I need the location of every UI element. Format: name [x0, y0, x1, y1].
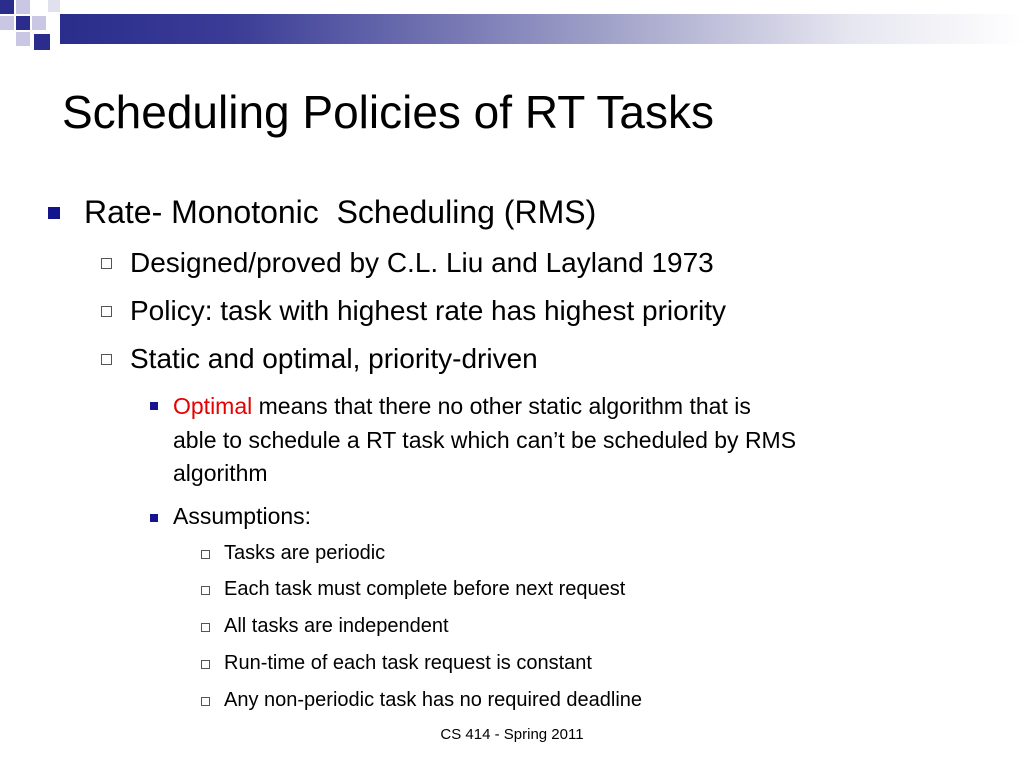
slide-footer — [0, 726, 1024, 743]
assumption-item: Run-time of each task request is constant — [224, 652, 592, 674]
optimal-highlight: Optimal — [173, 393, 253, 419]
optimal-line-3: algorithm — [173, 460, 268, 486]
deco-square-light-1 — [16, 0, 30, 14]
optimal-line-2: able to schedule a RT task which can’t be scheduled by RMS — [173, 427, 797, 453]
bullet-level1: Rate- Monotonic Scheduling (RMS) — [84, 194, 597, 230]
bullet-hollow-small-icon — [201, 697, 210, 706]
bullet-square-small-icon — [150, 402, 158, 410]
bullet-hollow-square-icon — [101, 354, 112, 365]
deco-square-dark-1 — [0, 0, 14, 14]
deco-square-light-2 — [0, 16, 14, 30]
deco-square-dark-3 — [34, 34, 50, 50]
bullet-hollow-square-icon — [101, 306, 112, 317]
bullet-hollow-small-icon — [201, 550, 210, 559]
bullet-hollow-small-icon — [201, 623, 210, 632]
deco-square-dark-2 — [16, 16, 30, 30]
bullet-hollow-small-icon — [201, 660, 210, 669]
deco-square-light-4 — [16, 32, 30, 46]
optimal-line-1-rest: means that there no other static algorithm that is — [252, 393, 751, 419]
bullet-level2-1: Designed/proved by C.L. Liu and Layland 1973 — [130, 247, 714, 278]
header-decoration — [0, 0, 1024, 60]
assumption-item: All tasks are independent — [224, 615, 449, 637]
assumptions-label: Assumptions: — [173, 503, 312, 529]
assumption-item: Any non-periodic task has no required deadline — [224, 689, 643, 711]
footer-text: CS 414 - Spring 2011 — [440, 726, 584, 743]
bullet-square-icon — [48, 207, 60, 219]
assumption-item: Tasks are periodic — [224, 542, 386, 564]
bullet-level2-3: Static and optimal, priority-driven — [130, 343, 538, 374]
deco-square-light-3 — [32, 16, 46, 30]
header-gradient-bar — [60, 14, 1024, 44]
bullet-hollow-small-icon — [201, 586, 210, 595]
bullet-hollow-square-icon — [101, 258, 112, 269]
optimal-line-1 — [173, 392, 751, 420]
deco-square-light-5 — [48, 0, 60, 12]
slide-title: Scheduling Policies of RT Tasks — [62, 86, 715, 138]
assumption-item: Each task must complete before next request — [224, 578, 626, 600]
bullet-square-small-icon — [150, 514, 158, 522]
bullet-level2-2: Policy: task with highest rate has highest priority — [130, 295, 727, 326]
